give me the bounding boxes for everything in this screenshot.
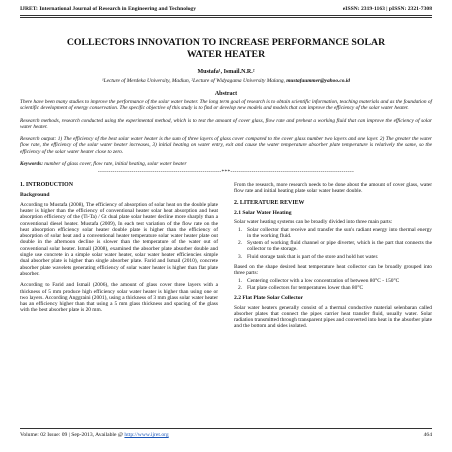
abstract-paragraph: Research output: 1) The efficiency of the best solar water heater is the sum of three layers of glass cover compared to the cover glass number two layers and one layer. 2) The greater the water flow rate, the efficiency of the solar water heater increases, 3) initial heating on water entry, exit and cause the water temperature absorber plate temperature is relatively the same, so the efficiency of the solar water heater close to zero.: [20, 136, 432, 155]
abstract: [20, 99, 432, 155]
issn: eISSN: 2319-1163 | pISSN: 2321-7308: [342, 6, 432, 12]
keywords-label: Keywords:: [20, 161, 43, 168]
right-column: [234, 182, 432, 335]
keywords-text: number of glass cover, flow rate, initial heating, solar water heater: [42, 161, 187, 168]
section-separator: -----------------------------------------------------------***-----------------------------------------------------------: [97, 169, 355, 176]
header-rule-2: [20, 17, 432, 18]
list-number: 2.: [238, 284, 243, 291]
footer-rule: [20, 428, 432, 429]
list-number: 2.: [238, 240, 243, 247]
footer-volume: [20, 432, 169, 438]
body-paragraph: According to Mustafa (2008), The efficiency of absorption of solar heat on the double plate heater is higher than the efficiency of conventional heater solar heat absorption and heat absorption efficiency of the (Ti-Ta) / Gt dual plate solar heater decline more sharply than a conventional diesel heater. Mustafa (2009), In each test variation of the flow rate on the heat absorption efficiency solar heater double plate is higher than the efficiency of absorption of solar heat and a conventional heater temperature solar water heater plate out double in the afternoon decline is slower than the temperature of the water out of conventional solar heater. Ismail (2008), examined the absorber plate absorber double and single use concrete in a simple solar water heater, solar water heater efficiencies simple dual absorber plate is higher than single absorber plate. Farid and Ismail (2010), concrete absorber plate wavelets generating efficiency of solar water heater is higher than flat plate absorber.: [20, 201, 218, 277]
list-text: Fluid storage tank that is part of the store and hold hot water.: [247, 253, 379, 260]
abstract-paragraph: There have been many studies to improve the performance of the solar water heater. The long term goal of research is to obtain scientific information, teaching materials and as the foundation of scientific development of energy conservation. The specific objective of this study is to find or develop new models and models that can improve the efficiency of the solar water heater.: [20, 99, 432, 112]
body-columns: [20, 182, 432, 335]
left-column: [20, 182, 218, 335]
footer-bar: [20, 432, 432, 438]
list-number: 1.: [238, 277, 243, 284]
abstract-paragraph: Research methods, research conducted using the experimental method, which is to test the amount of cover glass, flow rate and preheat a working fluid that can improve the efficiency of solar water heater.: [20, 117, 432, 130]
body-paragraph: From the research, more research needs to be done about the amount of cover glass, water flow rate and initial heating plate solar water heater double.: [234, 182, 432, 195]
header-rule: [20, 15, 432, 16]
list-item: [238, 240, 432, 253]
list-text: System of working fluid channel or pipe diverter, which is the part that connects the collector to the storage.: [247, 240, 432, 253]
list-item: [238, 285, 432, 291]
abstract-heading: Abstract: [214, 91, 238, 97]
journal-url-link[interactable]: http://www.ijret.org: [124, 432, 169, 438]
footer-volume-text: Volume: 02 Issue: 09 | Sep-2013, Available @: [20, 432, 125, 438]
affiliation-text: ¹Lecture of Merdeka University, Madiun, ²Lecture of Widyagama University Malang,: [101, 78, 287, 84]
list-text: Flat plate collectors for temperatures lower than 80°C: [247, 284, 364, 291]
list-number: 1.: [238, 226, 243, 233]
paper-title: COLLECTORS INNOVATION TO INCREASE PERFORMANCE SOLAR WATER HEATER: [66, 37, 386, 60]
page-number: 464: [423, 432, 432, 438]
subsection-heading: Background: [20, 192, 50, 199]
journal-name: IJRET: International Journal of Research in Engineering and Technology: [20, 6, 197, 12]
list-text: Centering collector with a low concentration of between 80°C - 150°C: [247, 277, 400, 284]
footer: [20, 428, 432, 438]
list-item: [238, 278, 432, 284]
authors: Mustafa¹, Ismail.N.R.²: [197, 69, 255, 75]
body-paragraph: Solar water heaters generally consist of a thermal conductive material selenbaran called absorber plates that connect the pipes carrier heat transfer fluid, usually water. Solar radiation transmitted through transparent pipes and converted into heat in the absorber plate and the bottom and sides isolated.: [234, 304, 432, 330]
list-item: [238, 254, 432, 260]
body-paragraph: According to Farid and Ismail (2006), the amount of glass cover three layers with a thickness of 5 mm produce high efficiency solar water heater is higher than using one or two layers. According Anggraini (2001), using a thickness of 3 mm glass solar water heater has an efficiency higher than that using a 5 mm glass thickness and spacing of the glass with the best absorber plate is 20 mm.: [20, 282, 218, 314]
affiliation: [20, 78, 432, 84]
author-email: mustafaummer@yahoo.co.id: [286, 78, 351, 84]
list-number: 3.: [238, 253, 243, 260]
section-heading: 2. LITERATURE REVIEW: [234, 199, 305, 206]
list-text: Solar collector that receive and transfer the sun's radiant energy into thermal energy in the working fluid.: [247, 226, 432, 239]
running-header: [20, 6, 432, 12]
body-paragraph: Solar water heating systems can be broadly divided into three main parts:: [234, 219, 393, 226]
subsection-heading: 2.1 Solar Water Heating: [234, 209, 292, 216]
keywords: [20, 161, 432, 167]
body-paragraph: Based on the shape desired heat temperature heat collector can be broadly grouped into three parts:: [234, 264, 432, 277]
section-heading: 1. INTRODUCTION: [20, 182, 74, 189]
list-item: [238, 227, 432, 240]
subsection-heading: 2.2 Flat Plate Solar Collector: [234, 295, 304, 302]
